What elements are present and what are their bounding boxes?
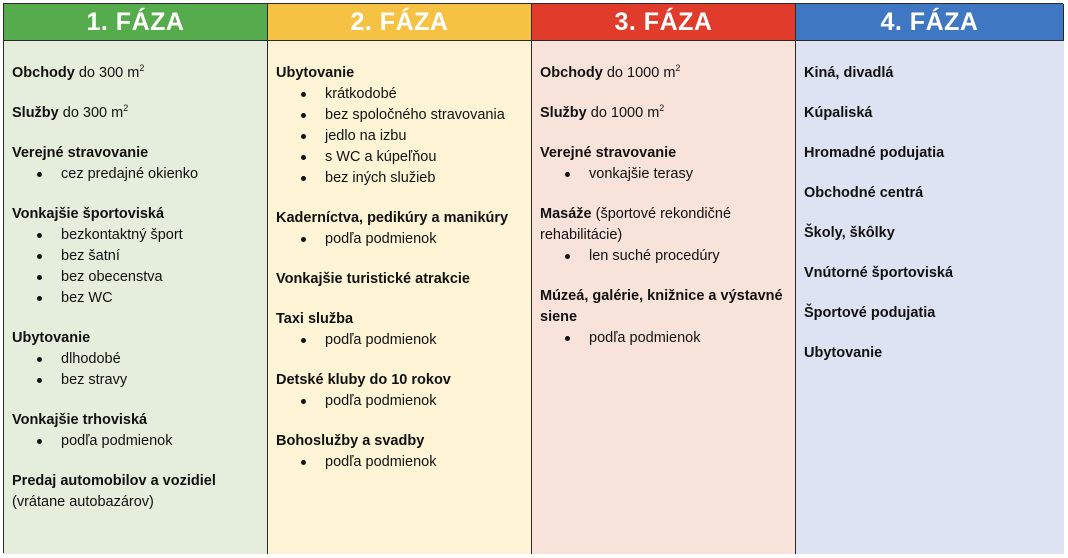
- bullet-item: bez obecenstva: [12, 267, 259, 288]
- bullet-list: [12, 225, 259, 309]
- phase-entry: [804, 343, 1056, 364]
- entry-superscript: 2: [659, 103, 665, 114]
- phase-2-header: 2. FÁZA: [268, 4, 532, 41]
- bullet-item: podľa podmienok: [540, 328, 787, 349]
- bullet-list: [12, 431, 259, 452]
- entry-text: [804, 183, 1056, 204]
- entry-title: Obchodné centrá: [804, 185, 924, 201]
- bullet-list: [12, 349, 259, 391]
- bullet-item: dlhodobé: [12, 349, 259, 370]
- phase-entry: [804, 143, 1056, 164]
- bullet-list: [276, 391, 523, 412]
- phase-entry: [540, 143, 787, 185]
- entry-detail: do 300 m: [74, 65, 140, 81]
- bullet-item: bez spoločného stravovania: [276, 105, 523, 126]
- entry-title: Verejné stravovanie: [12, 145, 149, 161]
- bullet-list: [276, 452, 523, 473]
- bullet-item: jedlo na izbu: [276, 126, 523, 147]
- entry-text: [540, 143, 787, 164]
- bullet-item: bez iných služieb: [276, 168, 523, 189]
- entry-title: Kiná, divadlá: [804, 65, 894, 81]
- phase-entry: [804, 103, 1056, 124]
- phase-entry: [12, 143, 259, 185]
- phase-3-column: [532, 41, 796, 554]
- entry-title: Bohoslužby a svadby: [276, 433, 425, 449]
- phase-entry: [12, 410, 259, 452]
- entry-text: [804, 223, 1056, 244]
- bullet-item: cez predajné okienko: [12, 164, 259, 185]
- entry-text: [12, 328, 259, 349]
- phase-entry: [540, 63, 787, 84]
- entry-detail: (vrátane autobazárov): [12, 494, 154, 510]
- phase-entry: [12, 471, 259, 513]
- entry-text: [276, 370, 523, 391]
- phase-entry: [276, 208, 523, 250]
- bullet-item: len suché procedúry: [540, 246, 787, 267]
- bullet-item: bez stravy: [12, 370, 259, 391]
- phase-entry: [276, 269, 523, 290]
- entry-text: [12, 410, 259, 431]
- phase-entry: [804, 303, 1056, 324]
- entry-title: Vnútorné športoviská: [804, 265, 954, 281]
- phase-entry: [12, 103, 259, 124]
- entry-detail: (športové rekondičné rehabilitácie): [540, 206, 732, 243]
- bullet-item: podľa podmienok: [12, 431, 259, 452]
- bullet-item: bezkontaktný šport: [12, 225, 259, 246]
- phase-entry: [276, 63, 523, 189]
- entry-superscript: 2: [675, 63, 681, 74]
- entry-title: Služby: [540, 105, 587, 121]
- entry-text: [804, 343, 1056, 364]
- phase-3-header: 3. FÁZA: [532, 4, 796, 41]
- phase-entry: [12, 204, 259, 309]
- entry-text: [276, 309, 523, 330]
- phase-entry: [276, 309, 523, 351]
- bullet-item: podľa podmienok: [276, 391, 523, 412]
- phase-4-header: 4. FÁZA: [796, 4, 1064, 41]
- entry-text: [804, 263, 1056, 284]
- entry-title: Kaderníctva, pedikúry a manikúry: [276, 210, 509, 226]
- entry-superscript: 2: [139, 63, 145, 74]
- entry-title: Vonkajšie turistické atrakcie: [276, 271, 470, 287]
- bullet-item: s WC a kúpeľňou: [276, 147, 523, 168]
- phase-2-column: [268, 41, 532, 554]
- phase-entry: [276, 431, 523, 473]
- bullet-item: bez šatní: [12, 246, 259, 267]
- entry-superscript: 2: [123, 103, 129, 114]
- entry-title: Detské kluby do 10 rokov: [276, 372, 451, 388]
- entry-text: [804, 103, 1056, 124]
- entry-text: [12, 204, 259, 225]
- entry-title: Školy, škôlky: [804, 225, 895, 241]
- bullet-list: [276, 84, 523, 189]
- entry-title: Kúpaliská: [804, 105, 873, 121]
- entry-title: Taxi služba: [276, 311, 354, 327]
- bullet-item: podľa podmienok: [276, 330, 523, 351]
- bullet-item: vonkajšie terasy: [540, 164, 787, 185]
- phase-1-header: 1. FÁZA: [4, 4, 268, 41]
- phase-entry: [276, 370, 523, 412]
- phase-entry: [804, 223, 1056, 244]
- entry-text: [804, 143, 1056, 164]
- entry-title: Verejné stravovanie: [540, 145, 677, 161]
- entry-title: Masáže: [540, 206, 592, 222]
- entry-detail: do 300 m: [58, 105, 124, 121]
- bullet-list: [276, 330, 523, 351]
- entry-text: [540, 63, 787, 84]
- bullet-list: [540, 164, 787, 185]
- entry-text: [12, 143, 259, 164]
- entry-title: Ubytovanie: [12, 330, 91, 346]
- entry-text: [804, 303, 1056, 324]
- bullet-item: podľa podmienok: [276, 229, 523, 250]
- entry-detail: do 1000 m: [602, 65, 676, 81]
- bullet-list: [12, 164, 259, 185]
- entry-text: [276, 431, 523, 452]
- phase-entry: [540, 204, 787, 267]
- bullet-list: [540, 328, 787, 349]
- entry-text: [276, 63, 523, 84]
- entry-text: [12, 103, 259, 124]
- phase-entry: [12, 63, 259, 84]
- bullet-item: krátkodobé: [276, 84, 523, 105]
- entry-detail: do 1000 m: [586, 105, 660, 121]
- entry-title: Obchody: [540, 65, 603, 81]
- bullet-list: [276, 229, 523, 250]
- entry-title: Ubytovanie: [804, 345, 883, 361]
- entry-title: Hromadné podujatia: [804, 145, 945, 161]
- entry-title: Múzeá, galérie, knižnice a výstavné siene: [540, 288, 783, 325]
- entry-text: [540, 103, 787, 124]
- entry-title: Služby: [12, 105, 59, 121]
- entry-text: [276, 208, 523, 229]
- entry-text: [540, 204, 787, 246]
- entry-text: [12, 63, 259, 84]
- entry-title: Vonkajšie športoviská: [12, 206, 165, 222]
- phase-entry: [804, 183, 1056, 204]
- entry-title: Vonkajšie trhoviská: [12, 412, 148, 428]
- phase-1-column: [4, 41, 268, 554]
- entry-title: Obchody: [12, 65, 75, 81]
- phase-entry: [540, 286, 787, 349]
- entry-title: Ubytovanie: [276, 65, 355, 81]
- entry-text: [804, 63, 1056, 84]
- phase-entry: [540, 103, 787, 124]
- entry-text: [12, 471, 259, 513]
- bullet-list: [540, 246, 787, 267]
- phase-entry: [804, 63, 1056, 84]
- phase-entry: [804, 263, 1056, 284]
- entry-title: Predaj automobilov a vozidiel: [12, 473, 216, 489]
- phase-4-column: [796, 41, 1064, 554]
- entry-text: [540, 286, 787, 328]
- bullet-item: bez WC: [12, 288, 259, 309]
- phases-table: [3, 3, 1063, 553]
- phase-entry: [12, 328, 259, 391]
- bullet-item: podľa podmienok: [276, 452, 523, 473]
- entry-title: Športové podujatia: [804, 305, 936, 321]
- entry-text: [276, 269, 523, 290]
